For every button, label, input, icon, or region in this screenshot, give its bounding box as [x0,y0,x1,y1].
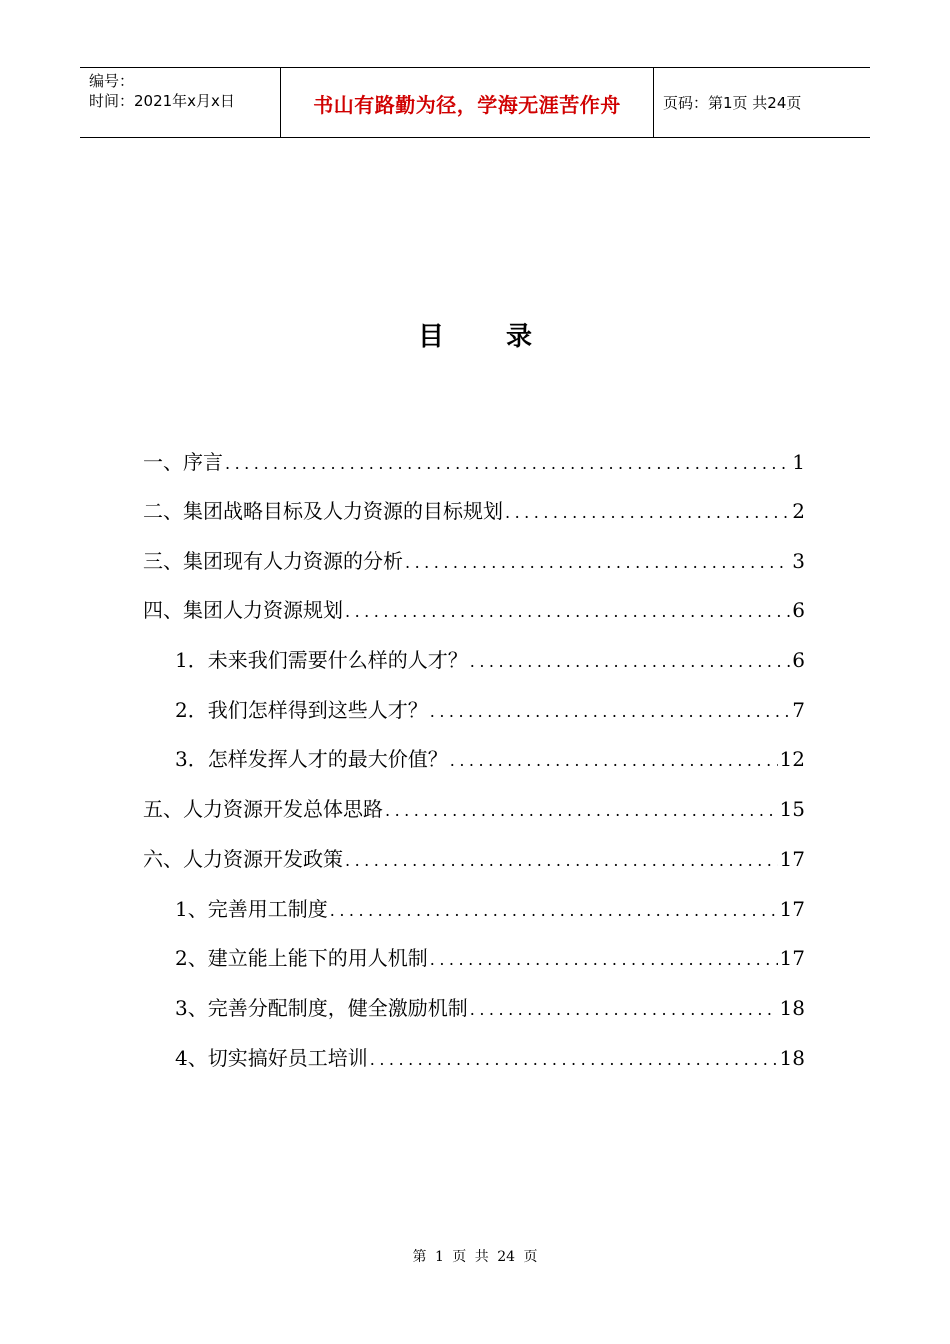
toc-entry[interactable] [143,548,805,574]
toc-entry-label: 六、人力资源开发政策 [143,847,343,871]
toc-title [0,316,950,353]
toc-entry-label: 1．未来我们需要什么样的人才？ [175,648,468,672]
toc-entry-page: 17 [779,897,805,921]
toc-entry-label: 2．我们怎样得到这些人才？ [175,698,428,722]
header-page-info: 页码：第1页 共24页 [663,94,802,112]
toc-entry-page: 18 [779,1046,805,1070]
toc-entry-label: 4、切实搞好员工培训 [175,1046,368,1070]
page-footer: 第 1 页 共 24 页 [412,1249,538,1265]
toc-entry-label: 1、完善用工制度 [175,897,328,921]
toc-entry-label: 五、人力资源开发总体思路 [143,797,383,821]
toc-entry-label: 四、集团人力资源规划 [143,598,343,622]
toc-leader-dots [470,649,791,673]
header-motto: 书山有路勤为径，学海无涯苦作舟 [313,93,621,117]
page-header [80,67,870,138]
toc-entry-page: 6 [792,648,805,672]
toc-entry-page: 17 [779,946,805,970]
toc-leader-dots [225,451,790,475]
toc-entry[interactable] [143,796,805,822]
toc-entry-page: 12 [779,747,805,771]
header-meta-cell [80,68,281,137]
toc-leader-dots [330,898,778,922]
toc-entry[interactable] [175,1045,805,1071]
toc-entry-label: 3、完善分配制度，健全激励机制 [175,996,468,1020]
toc-entry-label: 2、建立能上能下的用人机制 [175,946,428,970]
toc-entry-page: 6 [792,598,805,622]
toc-entry-label: 二、集团战略目标及人力资源的目标规划 [143,499,503,523]
toc-entry[interactable] [175,746,805,772]
toc-entry-page: 3 [792,549,805,573]
header-page-cell [654,68,870,137]
toc-entry-label: 3．怎样发挥人才的最大价值？ [175,747,448,771]
toc-leader-dots [405,550,790,574]
toc-entry-page: 15 [779,797,805,821]
toc-entry-page: 1 [792,450,805,474]
toc-leader-dots [385,798,778,822]
document-number-label: 编号： [89,72,135,90]
toc-entry[interactable] [175,647,805,673]
toc-entry[interactable] [143,597,805,623]
toc-entry[interactable] [175,697,805,723]
toc-entry[interactable] [175,995,805,1021]
toc-leader-dots [430,947,778,971]
toc-entry[interactable] [175,945,805,971]
toc-leader-dots [470,997,778,1021]
toc-entry[interactable] [143,846,805,872]
header-motto-cell [281,68,654,137]
toc-entry-label: 三、集团现有人力资源的分析 [143,549,403,573]
toc-entry[interactable] [175,896,805,922]
toc-entry-page: 2 [792,499,805,523]
toc-entry-page: 7 [792,698,805,722]
document-time-label: 时间：2021年x月x日 [89,92,235,110]
toc-leader-dots [505,500,790,524]
toc-entry[interactable] [143,498,805,524]
toc-entry-page: 18 [779,996,805,1020]
toc-title-left: 目 [417,322,444,352]
toc-entry-page: 17 [779,847,805,871]
toc-entry[interactable] [143,449,805,475]
toc-entry-label: 一、序言 [143,450,223,474]
toc-title-right: 录 [506,322,533,352]
toc-leader-dots [345,848,778,872]
toc-leader-dots [430,699,791,723]
toc-leader-dots [450,748,778,772]
toc-leader-dots [345,599,790,623]
toc-leader-dots [370,1047,778,1071]
